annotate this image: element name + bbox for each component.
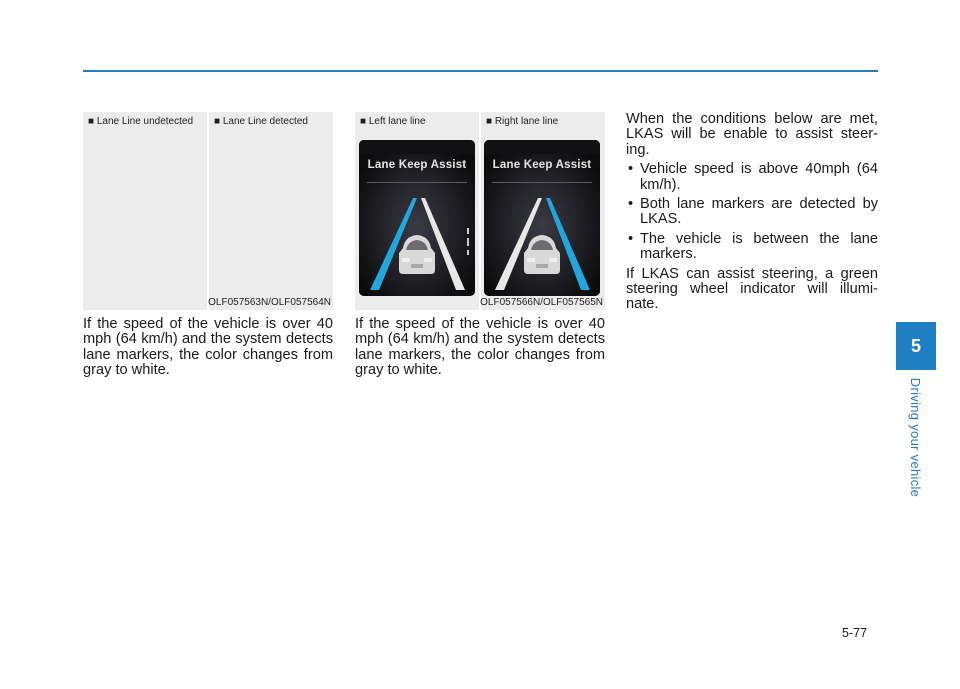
bullet-icon: • <box>628 196 634 213</box>
chapter-title: Driving your vehicle <box>908 377 924 497</box>
bullet-icon: • <box>628 161 634 178</box>
condition-list <box>626 162 878 262</box>
col3-text <box>626 112 878 313</box>
header-rule <box>83 70 878 72</box>
figure-divider <box>207 112 209 310</box>
page-number: 5-77 <box>842 626 868 640</box>
list-item: • Both lane markers are detected by LKAS. <box>628 196 878 228</box>
cluster-screen-right-lane <box>484 140 600 296</box>
caption-lane-detected: ■ Lane Line detected <box>214 116 308 127</box>
col3-outro: If LKAS can assist steering, a green steering wheel indicator will illumi-nate. <box>626 265 878 313</box>
col3-intro: When the conditions below are met, LKAS will be enable to assist steer-ing. <box>626 111 878 158</box>
caption-lane-undetected: ■ Lane Line undetected <box>88 116 194 127</box>
figure-code: OLF057566N/OLF057565N <box>480 297 603 308</box>
list-item: • The vehicle is between the lane markers. <box>628 230 878 263</box>
figure-code: OLF057563N/OLF057564N <box>208 297 331 308</box>
screen-title: Lane Keep Assist <box>367 159 467 171</box>
figure-lane-line-detection <box>83 112 333 310</box>
figure-divider <box>479 112 481 310</box>
chapter-number-tab: 5 <box>896 322 936 370</box>
caption-left-lane: ■ Left lane line <box>360 116 426 127</box>
col2-paragraph: If the speed of the vehicle is over 40 mph (64 km/h) and the system detects lane markers, the color changes from gray to white. <box>355 316 605 379</box>
bullet-icon: • <box>628 230 634 247</box>
screen-title: Lane Keep Assist <box>492 159 592 171</box>
caption-right-lane: ■ Right lane line <box>486 116 559 127</box>
figure-left-right-lane <box>355 112 605 310</box>
col1-paragraph: If the speed of the vehicle is over 40 mph (64 km/h) and the system detects lane markers, the color changes from gray to white. <box>83 316 333 379</box>
list-item: • Vehicle speed is above 40mph (64 km/h). <box>628 161 878 193</box>
cluster-screen-left-lane <box>359 140 475 296</box>
